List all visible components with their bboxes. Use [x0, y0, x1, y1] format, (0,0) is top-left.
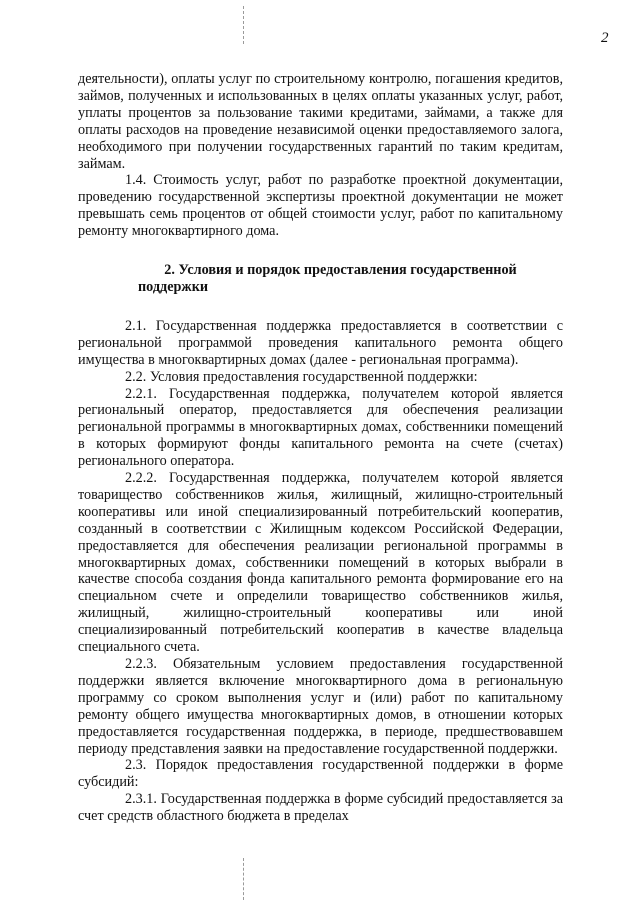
- paragraph-2-3-1: 2.3.1. Государственная поддержка в форме субсидий предоставляется за счет средств областного бюджета в пределах: [78, 791, 563, 825]
- paragraph-continuation: деятельности), оплаты услуг по строительному контролю, погашения кредитов, займов, полученных и использованных в целях оплаты указанных услуг, работ, уплаты процентов за пользование такими кредитами, займами, а также для оплаты расходов на проведение независимой оценки предоставляемого залога, необходимого при получении государственных гарантий по таким кредитам, займам.: [78, 71, 563, 172]
- paragraph-2-2: 2.2. Условия предоставления государственной поддержки:: [125, 368, 478, 385]
- paragraph-2-2-3: 2.2.3. Обязательным условием предоставления государственной поддержки является включение многоквартирного дома в региональную программу со сроком выполнения услуг и (или) работ по капитальному ремонту общего имущества многоквартирных домов, в отношении которых предоставляется государственная поддержка, в периоде, предшествовавшем периоду представления заявки на предоставление государственной поддержки.: [78, 656, 563, 757]
- document-body: [78, 71, 563, 825]
- binding-mark-top: [243, 6, 244, 44]
- page-number: 2: [601, 30, 609, 46]
- section-2-title: 2. Условия и порядок предоставления государственной поддержки: [138, 262, 517, 295]
- paragraph-2-1: 2.1. Государственная поддержка предоставляется в соответствии с региональной программой проведения капитального ремонта общего имущества в многоквартирных домах (далее - региональная программа).: [78, 317, 563, 368]
- paragraph-1-4: 1.4. Стоимость услуг, работ по разработке проектной документации, проведению государственной экспертизы проектной документации не может превышать семь процентов от общей стоимости услуг, работ по капитальному ремонту многоквартирного дома.: [78, 172, 563, 240]
- paragraph-2-2-2: 2.2.2. Государственная поддержка, получателем которой является товарищество собственников жилья, жилищный, жилищно-строительный кооперативы или иной специализированный потребительский кооператив, созданный в соответствии с Жилищным кодексом Российской Федерации, предоставляется для обеспечения реализации региональной программы в многоквартирных домах, собственники помещений в которых выбрали в качестве способа создания фонда капитального ремонта формирование его на специальном счете и определили товарищество собственников жилья, жилищный, жилищно-строительный кооперативы или иной специализированный потребительский кооператив в качестве владельца специального счета.: [78, 470, 563, 656]
- paragraph-2-2-1: 2.2.1. Государственная поддержка, получателем которой является региональный оператор, предоставляется для обеспечения реализации региональной программы в многоквартирных домах, собственники помещений в которых формируют фонды капитального ремонта на счете (счетах) регионального оператора.: [78, 385, 563, 470]
- paragraph-2-3: 2.3. Порядок предоставления государственной поддержки в форме субсидий:: [78, 757, 563, 791]
- binding-mark-bottom: [243, 858, 244, 900]
